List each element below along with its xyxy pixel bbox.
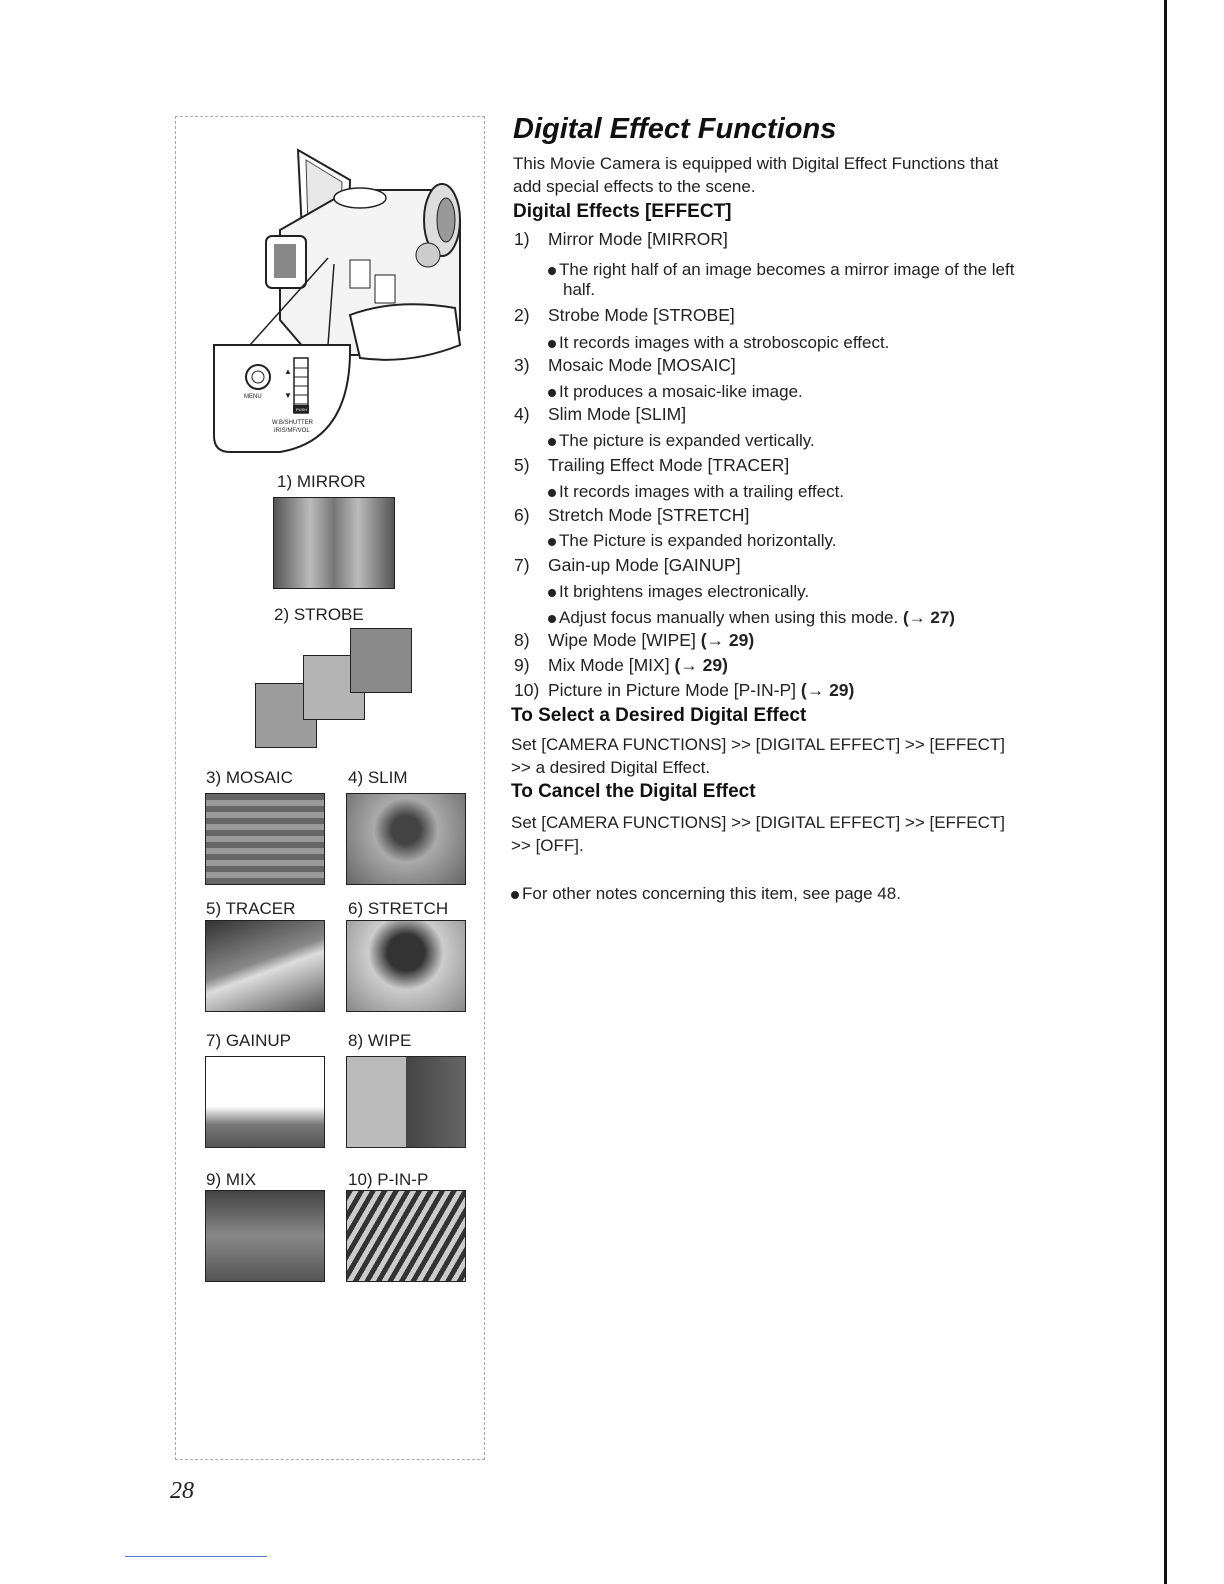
effect-item: 6) Stretch Mode [STRETCH]: [514, 505, 750, 525]
mosaic-photo: [205, 793, 325, 885]
effect-item: 1) Mirror Mode [MIRROR]: [514, 229, 728, 249]
effect-item: 8) Wipe Mode [WIPE] (→ 29): [514, 630, 755, 650]
svg-text:W.B/SHUTTER: W.B/SHUTTER: [272, 420, 314, 426]
caption-stretch: 6) STRETCH: [348, 899, 449, 918]
intro-line-1: This Movie Camera is equipped with Digital Effect Functions that: [513, 154, 999, 173]
select-heading: To Select a Desired Digital Effect: [511, 705, 807, 726]
bullet-icon: [548, 389, 556, 397]
bullet-icon: [548, 267, 556, 275]
select-line-1: Set [CAMERA FUNCTIONS] >> [DIGITAL EFFECT] >> [EFFECT]: [511, 735, 1006, 754]
cancel-heading: To Cancel the Digital Effect: [511, 781, 756, 802]
caption-slim: 4) SLIM: [348, 768, 408, 787]
wipe-photo: [346, 1056, 466, 1148]
footer-rule: [125, 1556, 267, 1557]
bullet-icon: [548, 615, 556, 623]
camcorder-illustration: [210, 140, 480, 470]
binding-edge: [1164, 0, 1167, 1584]
caption-wipe: 8) WIPE: [348, 1031, 412, 1050]
effect-item: 4) Slim Mode [SLIM]: [514, 404, 687, 424]
effect-item: 9) Mix Mode [MIX] (→ 29): [514, 655, 728, 675]
stretch-photo: [346, 920, 466, 1012]
bullet-icon: [548, 340, 556, 348]
caption-strobe: 2) STROBE: [274, 605, 364, 624]
bullet-icon: [548, 538, 556, 546]
caption-mix: 9) MIX: [206, 1170, 257, 1189]
tracer-photo: [205, 920, 325, 1012]
cancel-line-2: >> [OFF].: [511, 836, 584, 855]
page-ref: (→ 27): [902, 608, 955, 627]
effect-item: 7) Gain-up Mode [GAINUP]: [514, 555, 741, 575]
bullet-icon: [548, 489, 556, 497]
bullet-icon: [548, 589, 556, 597]
caption-gainup: 7) GAINUP: [206, 1031, 292, 1050]
slim-photo: [346, 793, 466, 885]
effect-note: It produces a mosaic-like image.: [548, 382, 803, 402]
effect-note: The picture is expanded vertically.: [548, 431, 815, 451]
effect-item: 3) Mosaic Mode [MOSAIC]: [514, 355, 736, 375]
effect-note: half.: [563, 280, 596, 299]
effect-note: The Picture is expanded horizontally.: [548, 531, 837, 551]
effect-note: It records images with a trailing effect.: [548, 482, 844, 502]
page-ref: (→ 29): [800, 680, 855, 700]
effect-note: Adjust focus manually when using this mode. (→ 27): [548, 608, 955, 628]
page-title: Digital Effect Functions: [513, 113, 837, 145]
page-number: 28: [170, 1478, 194, 1504]
bullet-icon: [511, 891, 519, 899]
strobe-photo-3: [350, 628, 412, 693]
control-dial-strip: [293, 358, 309, 413]
pinp-photo: [346, 1190, 466, 1282]
page-ref: (→ 29): [674, 655, 728, 675]
page-ref: (→ 29): [700, 630, 755, 650]
intro-line-2: add special effects to the scene.: [513, 177, 756, 196]
svg-text:IRIS/MF/VOL: IRIS/MF/VOL: [274, 428, 310, 434]
effects-heading: Digital Effects [EFFECT]: [513, 201, 732, 222]
effect-note: It records images with a stroboscopic effect.: [548, 333, 889, 353]
cancel-line-1: Set [CAMERA FUNCTIONS] >> [DIGITAL EFFECT] >> [EFFECT]: [511, 813, 1006, 832]
svg-text:MENU: MENU: [244, 394, 262, 400]
select-line-2: >> a desired Digital Effect.: [511, 758, 711, 777]
bullet-icon: [548, 438, 556, 446]
svg-text:PUSH: PUSH: [296, 407, 308, 412]
footnote: For other notes concerning this item, see page 48.: [511, 884, 901, 904]
mix-photo: [205, 1190, 325, 1282]
caption-mirror: 1) MIRROR: [277, 472, 366, 491]
caption-pinp: 10) P-IN-P: [348, 1170, 429, 1189]
effect-item: 2) Strobe Mode [STROBE]: [514, 305, 735, 325]
svg-text:▼: ▼: [284, 391, 292, 400]
gainup-photo: [205, 1056, 325, 1148]
effect-item: 5) Trailing Effect Mode [TRACER]: [514, 455, 790, 475]
mirror-photo: [273, 497, 395, 589]
effect-item: 10) Picture in Picture Mode [P-IN-P] (→ 29): [514, 680, 855, 700]
effect-note: It brightens images electronically.: [548, 582, 809, 602]
caption-mosaic: 3) MOSAIC: [206, 768, 293, 787]
caption-tracer: 5) TRACER: [206, 899, 296, 918]
effect-note: The right half of an image becomes a mirror image of the left: [548, 260, 1014, 280]
svg-text:▲: ▲: [284, 367, 292, 376]
